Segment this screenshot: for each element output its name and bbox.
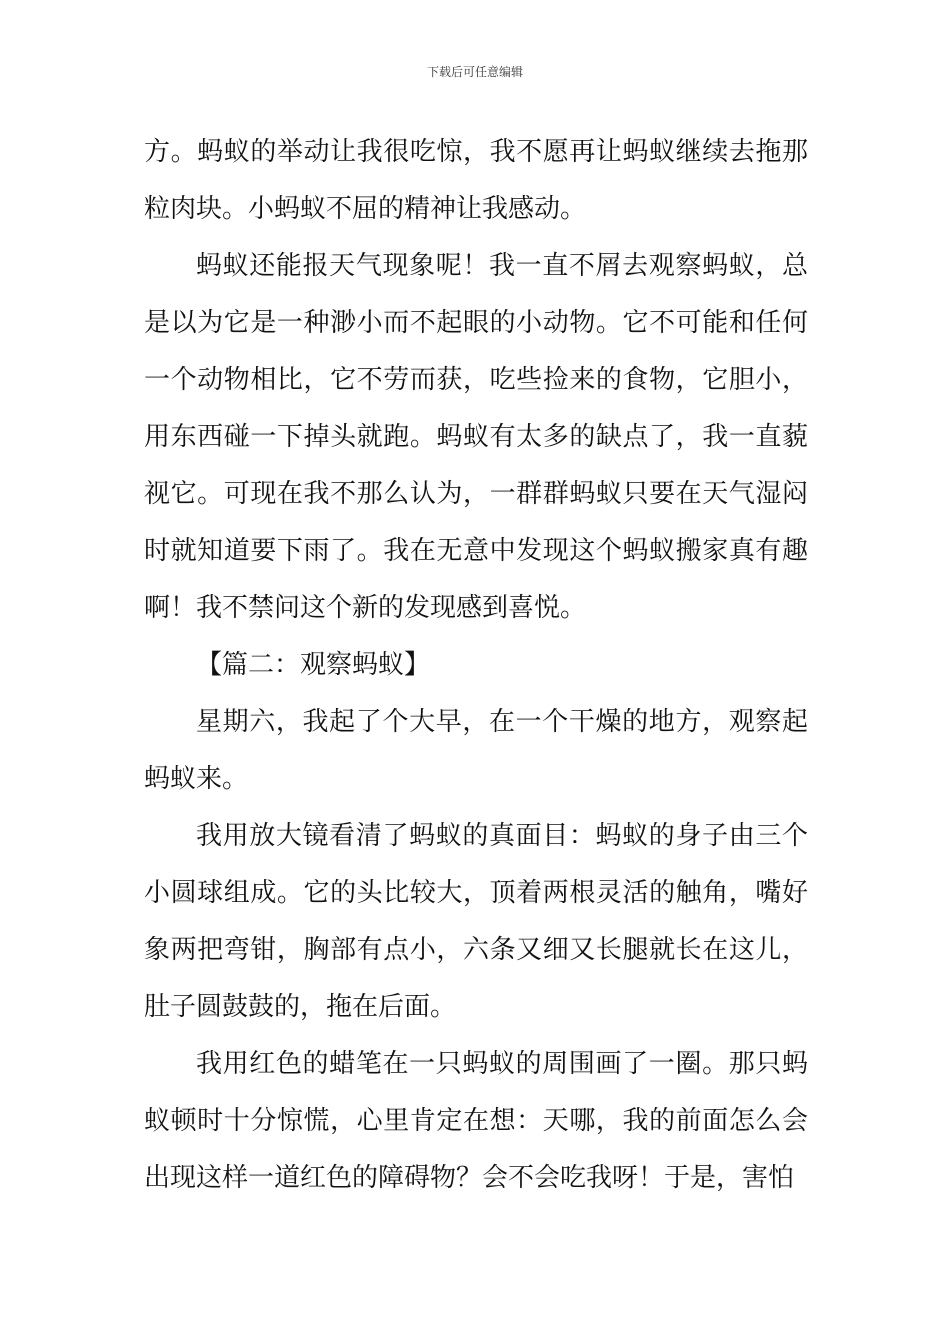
section-heading: 【篇二：观察蚂蚁】 [196,650,431,680]
paragraph-continuation: 方。蚂蚁的举动让我很吃惊，我不愿再让蚂蚁继续去拖那粒肉块。小蚂蚁不屈的精神让我感动。 [144,137,808,224]
paragraph-saturday: 星期六，我起了个大早，在一个干燥的地方，观察起蚂蚁来。 [144,707,808,794]
paragraph-weather: 蚂蚁还能报天气现象呢！我一直不屑去观察蚂蚁，总是以为它是一种渺小而不起眼的小动物。它不可能和任何一个动物相比，它不劳而获，吃些捡来的食物，它胆小，用东西碰一下掉头就跑。蚂蚁有太多的缺点了，我一直藐视它。可现在我不那么认为，一群群蚂蚁只要在天气湿闷时就知道要下雨了。我在无意中发现这个蚂蚁搬家真有趣啊！我不禁问这个新的发现感到喜悦。 [144,251,808,623]
document-body [144,124,808,1207]
page-header-note: 下载后可任意编辑 [426,65,523,79]
paragraph-magnifier: 我用放大镜看清了蚂蚁的真面目：蚂蚁的身子由三个小圆球组成。它的头比较大，顶着两根灵活的触角，嘴好象两把弯钳，胸部有点小，六条又细又长腿就长在这儿，肚子圆鼓鼓的，拖在后面。 [144,821,808,1022]
paragraph-crayon: 我用红色的蜡笔在一只蚂蚁的周围画了一圈。那只蚂蚁顿时十分惊慌，心里肯定在想：天哪，我的前面怎么会出现这样一道红色的障碍物？会不会吃我呀！于是，害怕 [144,1049,808,1193]
